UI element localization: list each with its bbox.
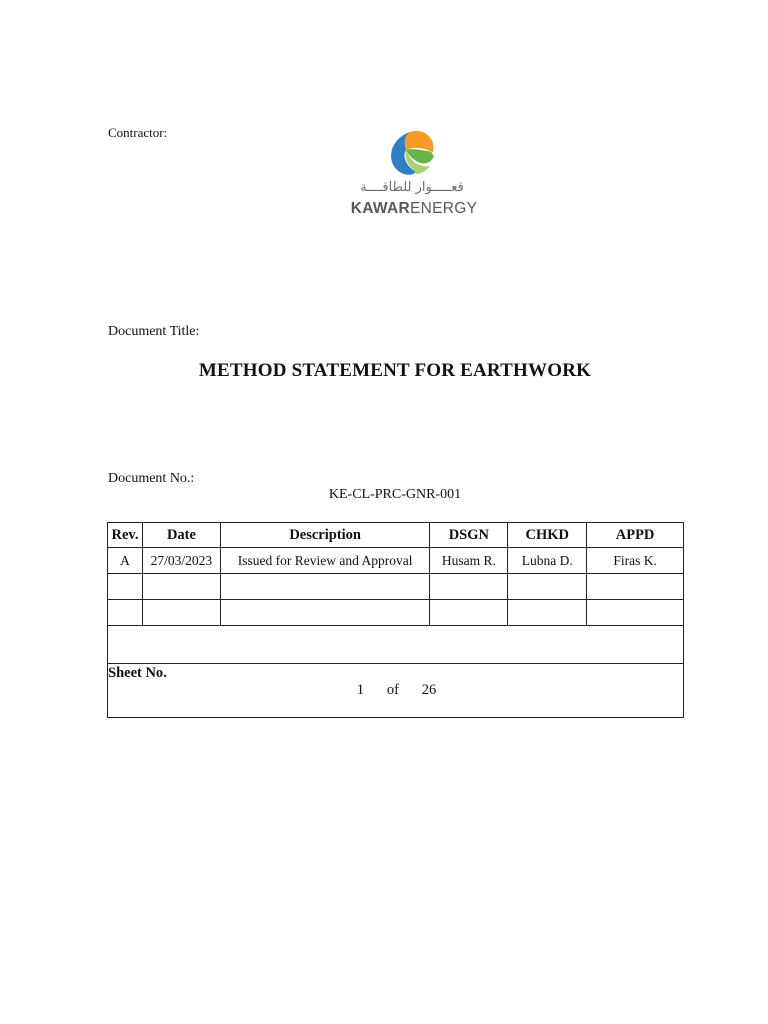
cell-appd: Firas K. (587, 548, 684, 574)
table-row-empty (108, 600, 684, 626)
logo-brand-regular: ENERGY (409, 200, 478, 217)
header-date: Date (142, 523, 220, 548)
logo-brand-bold: KAWAR (350, 200, 410, 217)
empty-cell (142, 574, 220, 600)
document-number: KE-CL-PRC-GNR-001 (328, 487, 462, 502)
header-dsgn: DSGN (430, 523, 508, 548)
document-no-label: Document No.: (108, 471, 195, 486)
header-description: Description (220, 523, 430, 548)
empty-cell (220, 574, 430, 600)
empty-cell (508, 600, 587, 626)
sheet-no-value: 1 of 26 (356, 682, 437, 698)
empty-cell (142, 600, 220, 626)
cell-chkd: Lubna D. (508, 548, 587, 574)
header-rev: Rev. (108, 523, 143, 548)
sheet-cell (108, 664, 684, 718)
table-row-empty (108, 574, 684, 600)
revision-table (107, 522, 684, 718)
cell-date: 27/03/2023 (142, 548, 220, 574)
logo-brand-text (344, 200, 484, 218)
empty-cell (108, 600, 143, 626)
table-row-blank (108, 626, 684, 664)
cell-rev: A (108, 548, 143, 574)
document-title: METHOD STATEMENT FOR EARTHWORK (198, 360, 592, 381)
kawar-energy-logo (340, 126, 486, 222)
cell-description: Issued for Review and Approval (220, 548, 430, 574)
logo-leaf-icon (340, 126, 486, 182)
contractor-label: Contractor: (108, 125, 168, 140)
sheet-no-label: Sheet No. (108, 665, 167, 681)
logo-arabic-text: قعـــــوار للطاقــــة (360, 180, 464, 195)
document-title-label: Document Title: (108, 324, 200, 339)
table-row (108, 548, 684, 574)
table-header-row (108, 523, 684, 548)
sheet-row (108, 664, 684, 718)
cell-dsgn: Husam R. (430, 548, 508, 574)
empty-cell (220, 600, 430, 626)
empty-cell (587, 600, 684, 626)
empty-cell (587, 574, 684, 600)
empty-cell (430, 574, 508, 600)
header-chkd: CHKD (508, 523, 587, 548)
empty-cell (508, 574, 587, 600)
empty-cell (430, 600, 508, 626)
blank-cell (108, 626, 684, 664)
empty-cell (108, 574, 143, 600)
header-appd: APPD (587, 523, 684, 548)
